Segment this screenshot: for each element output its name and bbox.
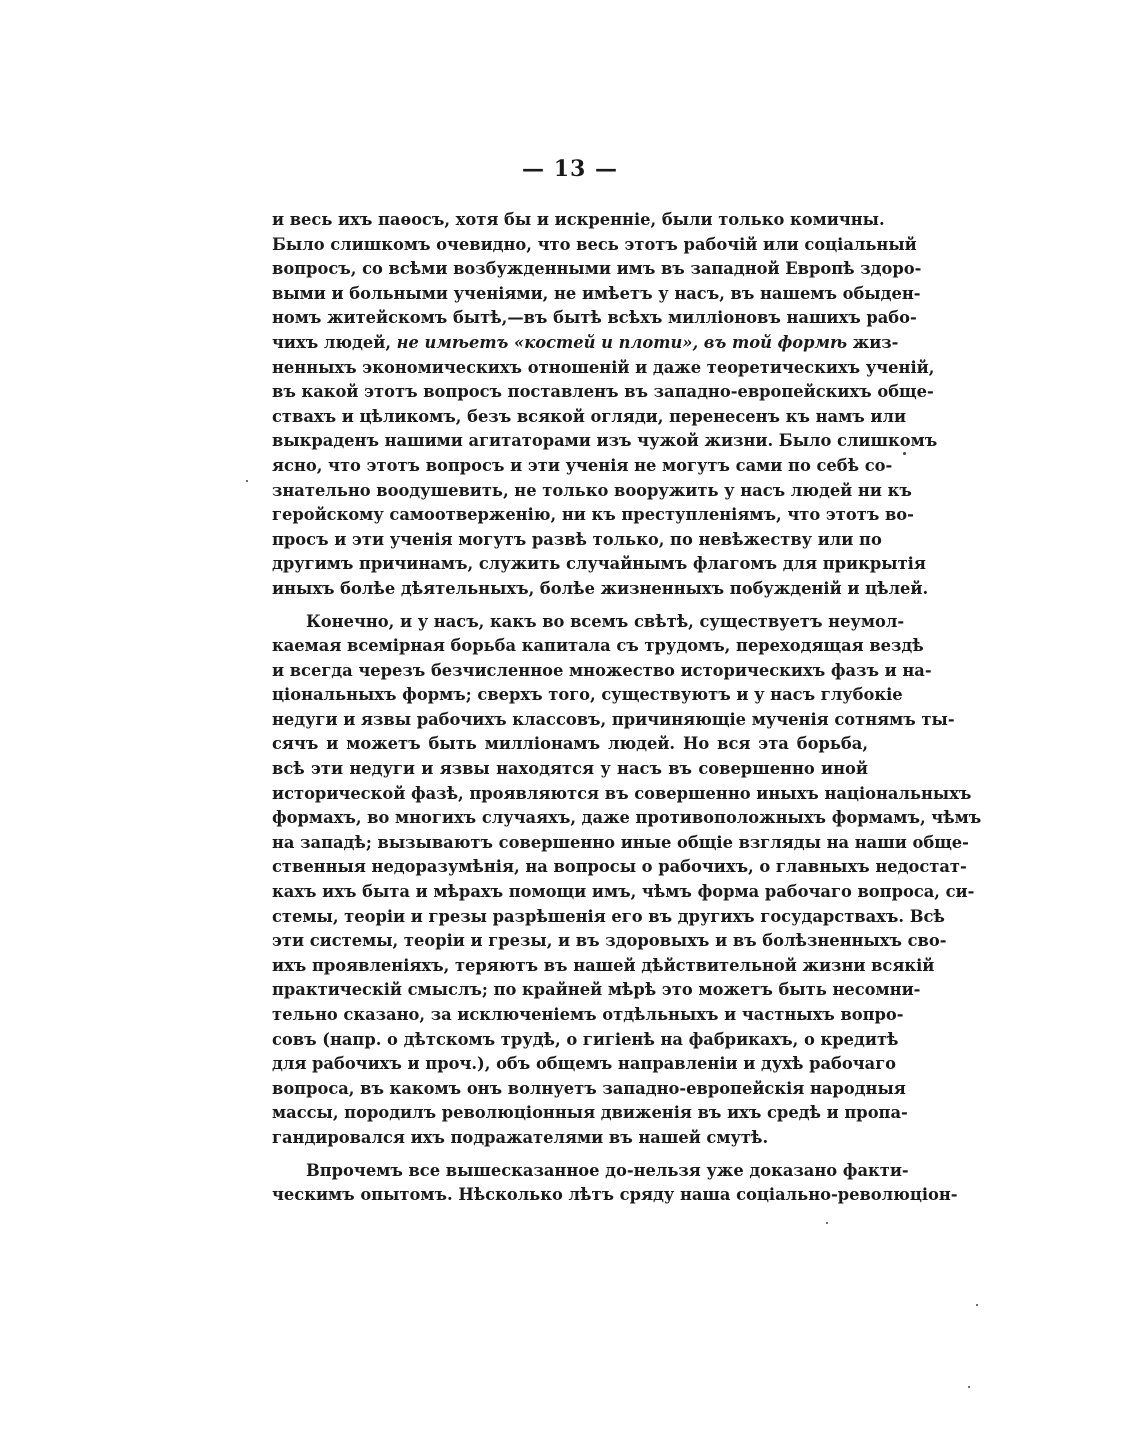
text-line: исторической фазѣ, проявляются въ совершенно иныхъ національныхъ [272, 783, 972, 803]
text-line: выми и больными ученіями, не имѣетъ у насъ, въ нашемъ обыден- [272, 283, 921, 303]
text-line: массы, породилъ революціонныя движенія въ ихъ средѣ и пропа- [272, 1103, 908, 1123]
text-line: иныхъ болѣе дѣятельныхъ, болѣе жизненныхъ побужденій и цѣлей. [272, 578, 929, 598]
scan-speck [246, 480, 248, 482]
text-line: выкраденъ нашими агитаторами изъ чужой жизни. Было слишкомъ [272, 431, 938, 451]
paragraph-gap [272, 1151, 868, 1159]
paragraph-3 [272, 1159, 958, 1208]
text-line: недуги и язвы рабочихъ классовъ, причиняющіе мученія сотнямъ ты- [272, 709, 955, 729]
paragraph-gap [272, 602, 868, 610]
text-line: эти системы, теоріи и грезы, и въ здоровыхъ и въ болѣзненныхъ сво- [272, 931, 947, 951]
text-run: чихъ людей, [272, 332, 397, 352]
text-line: Конечно, и у насъ, какъ во всемъ свѣтѣ, существуетъ неумол- [306, 611, 905, 631]
text-line: ціональныхъ формъ; сверхъ того, существуютъ и у насъ глубокіе [272, 685, 903, 705]
text-line: просъ и эти ученія могутъ развѣ только, по невѣжеству или по [272, 529, 882, 549]
text-line: ясно, что этотъ вопросъ и эти ученія не могутъ сами по себѣ со- [272, 455, 893, 475]
text-line: практическій смыслъ; по крайней мѣрѣ это можетъ быть несомни- [272, 980, 921, 1000]
text-line: геройскому самоотверженію, ни къ преступленіямъ, что этотъ во- [272, 505, 914, 525]
text-line: на западѣ; вызываютъ совершенно иные общіе взгляды на наши обще- [272, 832, 969, 852]
text-line: тельно сказано, за исключеніемъ отдѣльныхъ и частныхъ вопро- [272, 1005, 904, 1024]
text-line: кахъ ихъ быта и мѣрахъ помощи имъ, чѣмъ форма рабочаго вопроса, си- [272, 882, 975, 902]
text-line: номъ житейскомъ бытѣ,—въ бытѣ всѣхъ милліоновъ нашихъ рабо- [272, 308, 917, 328]
text-line: всѣ эти недуги и язвы находятся у насъ въ совершенно иной [272, 759, 868, 779]
text-line: въ какой этотъ вопросъ поставленъ въ западно-европейскихъ обще- [272, 382, 934, 402]
text-line: ствахъ и цѣликомъ, безъ всякой огляди, перенесенъ къ намъ или [272, 406, 907, 426]
text-line: ственныя недоразумѣнія, на вопросы о рабочихъ, о главныхъ недостат- [272, 857, 967, 877]
text-line: другимъ причинамъ, служить случайнымъ флагомъ для прикрытія [272, 554, 926, 574]
text-line: вопросъ, со всѣми возбужденными имъ въ западной Европѣ здоро- [272, 259, 922, 279]
page-number: — 13 — [522, 156, 618, 182]
scan-speck [826, 1222, 828, 1224]
text-line: вопроса, въ какомъ онъ волнуетъ западно-европейскія народныя [272, 1078, 906, 1098]
text-line: гандировался ихъ подражателями въ нашей смутѣ. [272, 1127, 769, 1147]
text-line: знательно воодушевить, не только вооружить у насъ людей ни къ [272, 480, 912, 500]
scan-speck [968, 1386, 970, 1388]
italic-emphasis: не имѣетъ «костей и плоти», въ той формѣ [396, 332, 848, 352]
text-line: каемая всемірная борьба капитала съ трудомъ, переходящая вездѣ [272, 636, 924, 656]
text-line: Впрочемъ все вышесказанное до-нельзя уже доказано факти- [306, 1160, 909, 1180]
paragraph-1 [272, 208, 938, 602]
text-line: ческимъ опытомъ. Нѣсколько лѣтъ сряду наша соціально-революціон- [272, 1185, 958, 1205]
text-line: сячъ и можетъ быть милліонамъ людей. Но вся эта борьба, [272, 734, 868, 754]
text-line: Было слишкомъ очевидно, что весь этотъ рабочій или соціальный [272, 234, 917, 254]
text-line: ихъ проявленіяхъ, теряютъ въ нашей дѣйствительной жизни всякій [272, 955, 935, 975]
text-run: жиз- [847, 332, 899, 352]
text-line: формахъ, во многихъ случаяхъ, даже противоположныхъ формамъ, чѣмъ [272, 808, 982, 828]
scan-speck [903, 452, 906, 455]
text-line: и всегда черезъ безчисленное множество историческихъ фазъ и на- [272, 660, 932, 680]
text-line: для рабочихъ и проч.), объ общемъ направленіи и духѣ рабочаго [272, 1054, 897, 1074]
text-line [272, 331, 899, 356]
text-line: стемы, теоріи и грезы разрѣшенія его въ другихъ государствахъ. Всѣ [272, 906, 945, 926]
text-line: ненныхъ экономическихъ отношеній и даже теоретическихъ ученій, [272, 357, 935, 377]
scan-speck [976, 1304, 978, 1306]
text-line: совъ (напр. о дѣтскомъ трудѣ, о гигіенѣ на фабрикахъ, о кредитѣ [272, 1029, 899, 1049]
paragraph-2 [272, 610, 982, 1151]
body-text [272, 208, 982, 1208]
text-line: и весь ихъ паѳосъ, хотя бы и искренніе, были только комичны. [272, 210, 885, 229]
